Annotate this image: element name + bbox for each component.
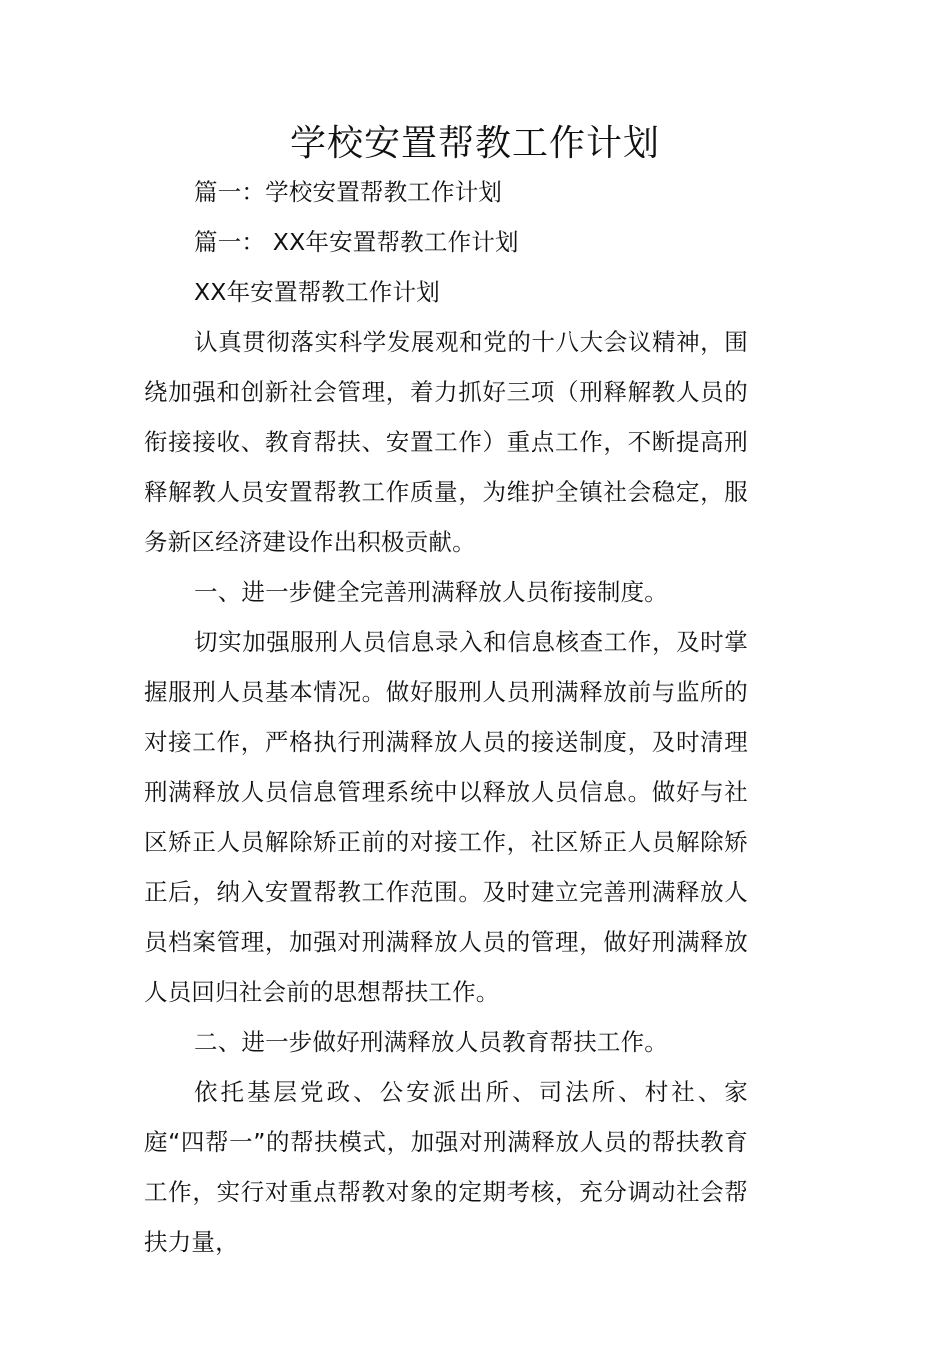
paragraph-section-heading-2: 篇一： XX年安置帮教工作计划 (194, 228, 519, 256)
paragraph-heading-one: 一、进一步健全完善刑满释放人员衔接制度。 (194, 578, 668, 606)
paragraph-intro: 认真贯彻落实科学发展观和党的十八大会议精神，围绕加强和创新社会管理，着力抓好三项（刑释解教人员的衔接接收、教育帮扶、安置工作）重点工作，不断提高刑释解教人员安置帮教工作质量，为维护全镇社会稳定，服务新区经济建设作出积极贡献。 (144, 328, 748, 556)
paragraph-section-heading-1: 篇一：学校安置帮教工作计划 (194, 178, 503, 206)
document-title: 学校安置帮教工作计划 (289, 123, 660, 164)
paragraph-heading-two-body: 依托基层党政、公安派出所、司法所、村社、家庭“四帮一”的帮扶模式，加强对刑满释放人员的帮扶教育工作，实行对重点帮教对象的定期考核，充分调动社会帮扶力量， (144, 1078, 748, 1256)
document-body (144, 167, 748, 1267)
paragraph-heading-one-body: 切实加强服刑人员信息录入和信息核查工作，及时掌握服刑人员基本情况。做好服刑人员刑满释放前与监所的对接工作，严格执行刑满释放人员的接送制度，及时清理刑满释放人员信息管理系统中以释放人员信息。做好与社区矫正人员解除矫正前的对接工作，社区矫正人员解除矫正后，纳入安置帮教工作范围。及时建立完善刑满释放人员档案管理，加强对刑满释放人员的管理，做好刑满释放人员回归社会前的思想帮扶工作。 (144, 628, 748, 1006)
paragraph-plan-title: XX年安置帮教工作计划 (194, 278, 440, 306)
paragraph-heading-two: 二、进一步做好刑满释放人员教育帮扶工作。 (194, 1028, 668, 1056)
